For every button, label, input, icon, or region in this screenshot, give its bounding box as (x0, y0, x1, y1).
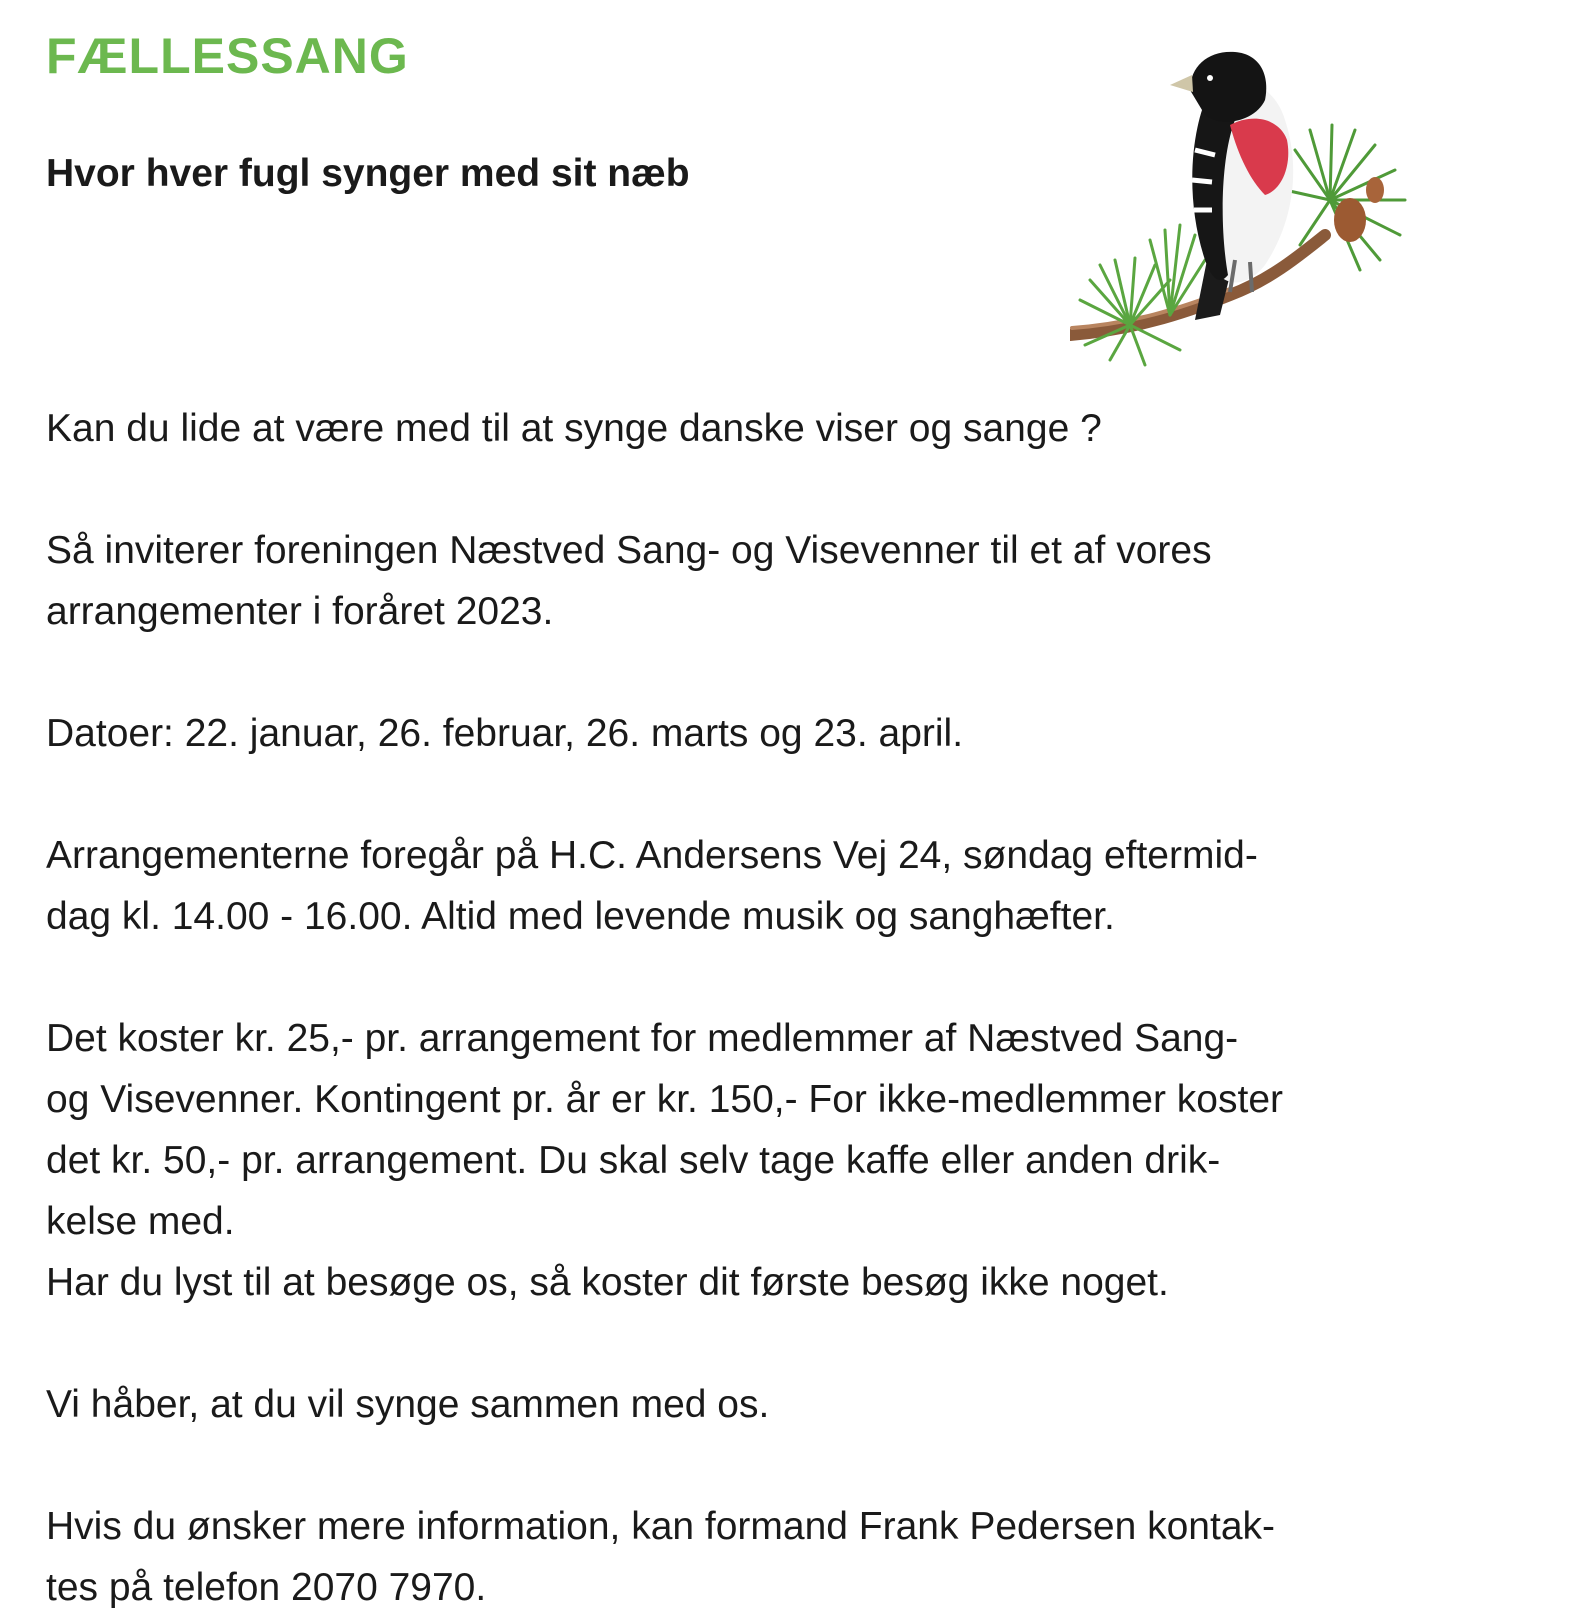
body-text (46, 398, 1546, 1618)
paragraph-gap (46, 947, 1546, 1008)
paragraph-line: kelse med. (46, 1200, 235, 1243)
paragraph-gap (46, 459, 1546, 520)
paragraph-gap (46, 1435, 1546, 1496)
paragraph-line: arrangementer i foråret 2023. (46, 590, 554, 633)
paragraph-line: tes på telefon 2070 7970. (46, 1566, 487, 1609)
paragraph-line: det kr. 50,- pr. arrangement. Du skal selv tage kaffe eller anden drik- (46, 1139, 1221, 1182)
paragraph-line: Datoer: 22. januar, 26. februar, 26. marts og 23. april. (46, 712, 964, 755)
paragraph-gap (46, 764, 1546, 825)
body-paragraph (46, 703, 1546, 764)
paragraph-gap (46, 1313, 1546, 1374)
paragraph-line: Det koster kr. 25,- pr. arrangement for medlemmer af Næstved Sang- (46, 1017, 1239, 1060)
paragraph-line: Har du lyst til at besøge os, så koster dit første besøg ikke noget. (46, 1261, 1169, 1304)
paragraph-line: Kan du lide at være med til at synge danske viser og sange ? (46, 407, 1102, 450)
paragraph-line: Så inviterer foreningen Næstved Sang- og Visevenner til et af vores (46, 529, 1212, 572)
paragraph-line: Vi håber, at du vil synge sammen med os. (46, 1383, 770, 1426)
paragraph-gap (46, 642, 1546, 703)
paragraph-line: Hvis du ønsker mere information, kan formand Frank Pedersen kontak- (46, 1505, 1276, 1548)
page-subheading: Hvor hver fugl synger med sit næb (46, 152, 690, 195)
body-paragraph (46, 1008, 1546, 1313)
bird-on-branch-illustration (1070, 30, 1500, 380)
paragraph-line: og Visevenner. Kontingent pr. år er kr. 150,- For ikke-medlemmer koster (46, 1078, 1284, 1121)
page-heading: FÆLLESSANG (46, 28, 409, 84)
body-paragraph (46, 825, 1546, 947)
body-paragraph (46, 1496, 1546, 1618)
body-paragraph (46, 520, 1546, 642)
paragraph-line: Arrangementerne foregår på H.C. Andersens Vej 24, søndag eftermid- (46, 834, 1258, 877)
body-paragraph (46, 398, 1546, 459)
body-paragraph (46, 1374, 1546, 1435)
paragraph-line: dag kl. 14.00 - 16.00. Altid med levende musik og sanghæfter. (46, 895, 1115, 938)
